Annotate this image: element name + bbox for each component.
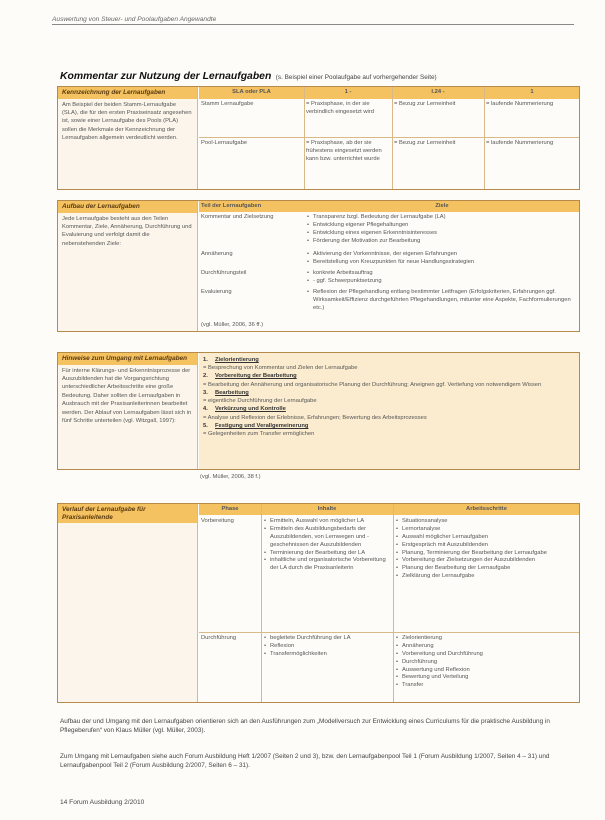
goal-item: • Transparenz bzgl. Bedeutung der Lernaufgabe (LA) xyxy=(306,214,578,222)
section1-head: Kennzeichnung der Lernaufgaben xyxy=(58,87,197,99)
row-steps xyxy=(393,635,580,690)
section2-head: Aufbau der Lernaufgaben xyxy=(58,201,197,213)
step-number: 4. xyxy=(203,406,208,413)
header-cell: Inhalte xyxy=(317,506,337,512)
goal-item: • Bereitstellung von Kreuzpunkten für neue Handlungsstrategien xyxy=(306,259,578,267)
header-cell: Ziele xyxy=(435,203,449,209)
row-label: Stamm Lernaufgabe xyxy=(201,101,254,107)
step-title: Bearbeitung xyxy=(215,389,249,396)
step-desc: = Bearbeitung der Annäherung und organisatorische Planung der Durchführung; Aneignen ggf. Vertiefung von notwendigem Wissen xyxy=(203,381,542,388)
step-item: • Annäherung xyxy=(395,643,578,651)
row-phase: Durchführung xyxy=(201,635,237,641)
content-item: • begleitete Durchführung der LA xyxy=(263,635,391,643)
step-item: • Planung der Bearbeitung der Lernaufgabe xyxy=(395,565,578,573)
section-aufbau xyxy=(57,200,580,332)
step-item: • Transfer xyxy=(395,682,578,690)
step-item xyxy=(203,356,575,372)
table-row xyxy=(199,635,579,701)
table-row xyxy=(199,214,579,250)
row-part: Durchführungsteil xyxy=(201,270,247,276)
step-item xyxy=(203,372,575,388)
step-number: 5. xyxy=(203,422,208,429)
row-phase: Vorbereitung xyxy=(201,518,234,524)
row-seq: = laufende Nummerierung xyxy=(486,140,554,146)
section3-head: Hinweise zum Umgang mit Lernaufgaben xyxy=(58,353,197,365)
step-number: 1. xyxy=(203,357,208,363)
section4-left xyxy=(58,504,198,702)
header-cell: Teil der Lernaufgaben xyxy=(201,203,262,209)
section4-head: Verlauf der Lernaufgabe für Praxisanleitende xyxy=(58,504,197,523)
step-desc: = Analyse und Reflexion der Erlebnisse, Erfahrungen; Bewertung des Arbeitsprozesses xyxy=(203,414,427,421)
section2-text: Jede Lernaufgabe besteht aus den Teilen Kommentar, Ziele, Annäherung, Durchführung und Evaluierung und verfolgt damit die nebenstehenden Ziele: xyxy=(62,215,192,247)
content-item: • Ermitteln, Auswahl von möglicher LA xyxy=(263,518,391,526)
goal-item: • Entwicklung eines eigenen Erkenntnisinteresses xyxy=(306,230,578,238)
step-desc: = Besprechung von Kommentar und Zielen der Lernaufgabe xyxy=(203,365,358,372)
step-title: Festigung und Verallgemeinerung xyxy=(215,422,309,429)
row-goals xyxy=(304,270,580,286)
section-verlauf xyxy=(57,503,580,703)
row-steps xyxy=(393,518,580,581)
step-title: Vorbereitung der Bearbeitung xyxy=(215,373,297,380)
step-item: • Bewertung und Verteilung xyxy=(395,674,578,682)
row-label: Pool-Lernaufgabe xyxy=(201,140,248,146)
goal-item: • Förderung der Motivation zur Bearbeitung xyxy=(306,238,578,246)
section4-table xyxy=(199,504,579,702)
step-item: • Zielorientierung xyxy=(395,635,578,643)
row-goals xyxy=(304,289,580,313)
row-content xyxy=(261,518,393,573)
content-item: • inhaltliche und organisatorische Vorbereitung der LA durch die Praxisanleiterin xyxy=(263,557,391,573)
step-item: • Zielklärung der Lernaufgabe xyxy=(395,573,578,581)
section3-citation: (vgl. Müller, 2006, 38 f.) xyxy=(200,474,261,480)
header-cell: Phase xyxy=(221,506,239,512)
step-item: • Erstgespräch mit Auszubildenden xyxy=(395,542,578,550)
content-item: • Ermitteln des Ausbildungsbedarfs der Auszubildenden, von Lernwegen und -geschehnissen der Auszubildenden xyxy=(263,526,391,550)
step-item: • Planung, Terminierung der Bearbeitung der Lernaufgabe xyxy=(395,550,578,558)
header-cell: 1 - xyxy=(344,89,352,95)
step-item xyxy=(203,405,575,421)
goal-item: • - ggf. Schwerpunktsetzung xyxy=(306,278,578,286)
step-item xyxy=(203,422,575,438)
step-item: • Lernortanalyse xyxy=(395,526,578,534)
row-num: = Bezug zur Lerneinheit xyxy=(394,101,456,107)
step-item: • Vorbereitung der Zielsetzungen der Auszubildenden xyxy=(395,557,578,565)
section2-left xyxy=(58,201,198,331)
step-number: 2. xyxy=(203,373,208,380)
goal-item: • konkrete Arbeitsauftrag xyxy=(306,270,578,278)
step-item: • Durchführung xyxy=(395,659,578,667)
section1-header-row xyxy=(199,87,579,99)
running-head: Auswertung von Steuer- und Poolaufgaben Angewandte xyxy=(52,16,574,25)
content-item: • Terminierung der Bearbeitung der LA xyxy=(263,550,391,558)
table-row xyxy=(199,140,579,180)
content-item: • Reflexion xyxy=(263,643,391,651)
row-num: = Bezug zur Lerneinheit xyxy=(394,140,456,146)
row-desc: = Praxisphase, ab der sie frühestens eingesetzt werden kann bzw. unterrichtet wurde xyxy=(306,140,382,162)
step-item: • Vorbereitung und Durchführung xyxy=(395,651,578,659)
step-number: 3. xyxy=(203,389,208,396)
title-main: Kommentar zur Nutzung der Lernaufgaben xyxy=(60,71,272,82)
table-row xyxy=(199,251,579,269)
table-row xyxy=(199,101,579,133)
section3-left xyxy=(58,353,198,469)
row-goals xyxy=(304,214,580,246)
section3-text: Für interne Klärungs- und Erkenntnisprozesse der Auszubildenden hat die Vorgangsrichtung unterschiedlicher Arbeitsschritte eine große Bedeutung. Daher sollten die Lernaufgaben in Ausbrauch mit der Praxisanleiterinnen bearbeitet werden. Der Ablauf von Lernaufgaben lässt sich in fünf Schritte unterteilen (vgl. Witzgall, 1997): xyxy=(62,367,192,425)
table-row xyxy=(199,289,579,319)
step-item: • Auswertung und Reflexion xyxy=(395,667,578,675)
header-cell: Arbeitsschritte xyxy=(466,506,507,512)
page-title xyxy=(60,66,580,84)
content-item: • Transfermöglichkeiten xyxy=(263,651,391,659)
section2-citation: (vgl. Müller, 2006, 36 ff.) xyxy=(201,322,264,328)
section3-steps xyxy=(199,353,579,469)
step-title: Zielorientierung xyxy=(215,357,259,363)
row-seq: = laufende Nummerierung xyxy=(486,101,554,107)
goal-item: • Entwicklung eigener Pflegehaltungen xyxy=(306,222,578,230)
header-cell: SLA oder PLA xyxy=(232,89,271,95)
goal-item: • Aktivierung der Vorkenntnisse, der eigenen Erfahrungen xyxy=(306,251,578,259)
row-content xyxy=(261,635,393,659)
section1-table xyxy=(199,87,579,189)
page-footer: 14 Forum Ausbildung 2/2010 xyxy=(60,799,145,806)
paragraph-reference: Zum Umgang mit Lernaufgaben siehe auch Forum Ausbildung Heft 1/2007 (Seiten 2 und 3), bzw. den Lernaufgabenpool Teil 1 (Forum Ausbildung 1/2007, Seiten 4 – 31) und Lernaufgabenpool Teil 2 (Forum Ausbildung 2/2007, Seiten 6 – 31). xyxy=(60,753,550,770)
header-cell: I.24 - xyxy=(431,89,445,95)
section-hinweise xyxy=(57,352,580,470)
step-item: • Situationsanalyse xyxy=(395,518,578,526)
table-row xyxy=(199,270,579,288)
row-part: Kommentar und Zielsetzung xyxy=(201,214,274,220)
section1-text: Am Beispiel der beiden Stamm-Lernaufgabe (SLA), die für den ersten Praxiseinsatz angesehen ist, sowie einer Lernaufgabe des Pools (PLA) sollen die Merkmale der Kennzeichnung der Lernaufgaben allgemein verdeutlicht werden. xyxy=(62,101,192,142)
paragraph-source: Aufbau der und Umgang mit den Lernaufgaben orientieren sich an den Ausführungen zum „Modellversuch zur Entwicklung eines Curriculums für die praktische Ausbildung in Pflegeberufen“ von Klaus Müller (vgl. Müller, 2003). xyxy=(60,718,550,735)
title-sub: (s. Beispiel einer Poolaufgabe auf vorhergehender Seite) xyxy=(275,74,437,81)
step-desc: = eigentliche Durchführung der Lernaufgabe xyxy=(203,398,317,405)
step-item xyxy=(203,389,575,405)
step-title: Verkürzung und Kontrolle xyxy=(215,406,286,413)
step-item: • Auswahl möglicher Lernaufgaben xyxy=(395,534,578,542)
section-kennzeichnung xyxy=(57,86,580,190)
row-part: Evaluierung xyxy=(201,289,232,295)
header-cell: 1 xyxy=(530,89,534,95)
section2-header-row xyxy=(199,201,579,212)
section2-table xyxy=(199,201,579,331)
row-part: Annäherung xyxy=(201,251,233,257)
section4-header-row xyxy=(199,504,579,515)
table-row xyxy=(199,518,579,630)
goal-item: • Reflexion der Pflegehandlung entlang bestimmter Leitfragen (Erfolgskriterien, Erfahrungen ggf. Wirksamkeit/Effizienz durchgeführten Pflegehandlungen, mitunter eine Aspekte, Fachformulierungen etc.) xyxy=(306,289,578,313)
row-desc: = Praxisphase, in der sie verbindlich eingesetzt wird xyxy=(306,101,374,115)
section1-left xyxy=(58,87,198,189)
row-goals xyxy=(304,251,580,267)
step-desc: = Gelegenheiten zum Transfer ermöglichen xyxy=(203,430,315,437)
